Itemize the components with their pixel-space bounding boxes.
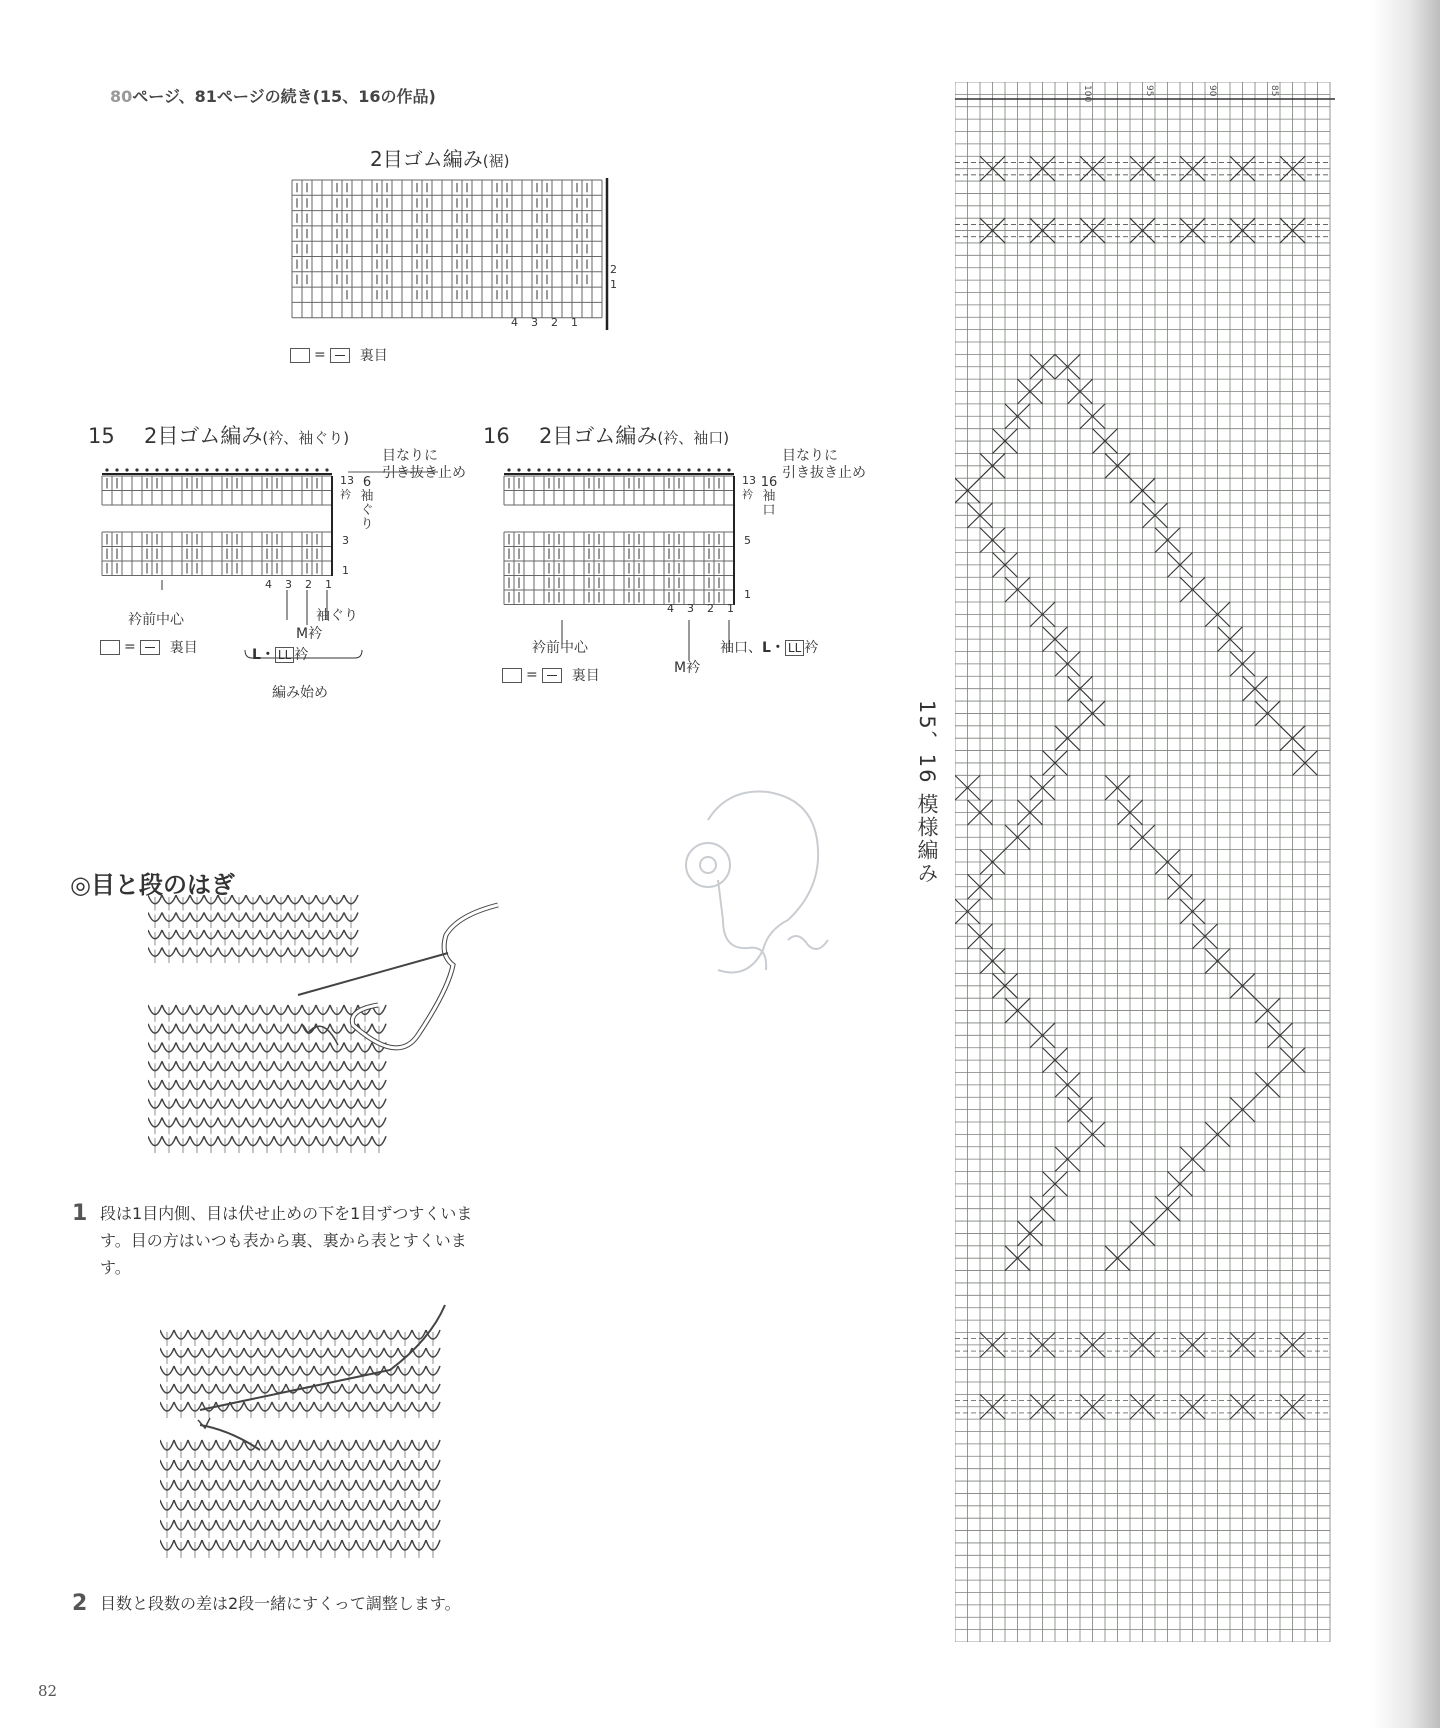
chart16-m-label: M衿 bbox=[674, 660, 701, 676]
svg-text:4: 4 bbox=[265, 578, 272, 591]
chart16-sode-label: 袖口、L・ LL 衿 bbox=[720, 640, 819, 656]
svg-text:13: 13 bbox=[742, 474, 756, 487]
main-col-label-4: 4 bbox=[511, 316, 518, 329]
step-1: 1 段は1目内側、目は伏せ止めの下を1目ずつすくいます。目の方はいつも表から裏、裏から表とすくいます。 bbox=[72, 1201, 473, 1277]
svg-text:13: 13 bbox=[340, 474, 354, 487]
pattern-col-85: 85 bbox=[1269, 85, 1279, 97]
svg-text:5: 5 bbox=[744, 534, 751, 547]
hagi-title: ◎目と段のはぎ bbox=[70, 871, 235, 899]
header-text: ページ、81ページの続き(15、16の作品) bbox=[132, 87, 436, 106]
chart16-side-label: 16 袖 口 bbox=[760, 475, 778, 518]
svg-text:衿: 衿 bbox=[340, 488, 351, 501]
chart15-side-label: 6 袖 ぐ り bbox=[360, 475, 374, 532]
main-col-label-2: 2 bbox=[551, 316, 558, 329]
svg-text:3: 3 bbox=[342, 534, 349, 547]
legend-blank-square bbox=[290, 348, 310, 363]
watermark-logo bbox=[668, 780, 838, 990]
chart15-note: 目なりに 引き抜き止め bbox=[382, 448, 466, 481]
chart16-arrows bbox=[502, 460, 802, 660]
svg-text:1: 1 bbox=[325, 578, 332, 591]
page-number: 82 bbox=[38, 1682, 58, 1700]
svg-text:3: 3 bbox=[285, 578, 292, 591]
main-row-label-2: 2 bbox=[610, 263, 617, 276]
svg-text:1: 1 bbox=[342, 564, 349, 577]
svg-text:2: 2 bbox=[707, 602, 714, 615]
main-row-label-1: 1 bbox=[610, 278, 617, 291]
header-page-ref: 80 bbox=[110, 87, 133, 106]
pattern-title: 15、16 模様編み bbox=[915, 700, 939, 886]
main-rib-title: 2目ゴム編み(裾) bbox=[370, 147, 510, 171]
pattern-col-100: 100 bbox=[1082, 85, 1092, 103]
chart15-legend: = 裏目 bbox=[100, 637, 198, 657]
hagi-illustration-2 bbox=[160, 1300, 460, 1570]
page-binding-shadow bbox=[1372, 0, 1440, 1728]
svg-text:衿: 衿 bbox=[742, 488, 753, 501]
chart15-m-label: M衿 bbox=[296, 626, 323, 642]
pattern-col-90: 90 bbox=[1207, 85, 1217, 97]
svg-text:1: 1 bbox=[744, 588, 751, 601]
pattern-chart bbox=[955, 82, 1335, 1642]
main-rib-chart bbox=[290, 178, 630, 334]
svg-text:1: 1 bbox=[727, 602, 734, 615]
chart15-arrows bbox=[100, 440, 470, 720]
chart15-title: 15 2目ゴム編み(衿、袖ぐり) bbox=[88, 424, 350, 448]
svg-text:4: 4 bbox=[667, 602, 674, 615]
svg-text:3: 3 bbox=[687, 602, 694, 615]
pattern-col-95: 95 bbox=[1144, 85, 1154, 97]
main-legend: = 裏目 bbox=[290, 345, 388, 365]
chart16-title: 16 2目ゴム編み(衿、袖口) bbox=[483, 424, 730, 448]
hagi-illustration-1 bbox=[148, 895, 518, 1165]
svg-text:2: 2 bbox=[305, 578, 312, 591]
chart16-note: 目なりに 引き抜き止め bbox=[782, 448, 866, 481]
step-2: 2 目数と段数の差は2段一緒にすくって調整します。 bbox=[72, 1591, 461, 1616]
chart16-center-label: 衿前中心 bbox=[532, 640, 588, 656]
chart15-l-label: L・ LL 衿 bbox=[252, 647, 309, 663]
chart16-legend: = 裏目 bbox=[502, 665, 600, 685]
main-col-label-3: 3 bbox=[531, 316, 538, 329]
main-rib-grid bbox=[292, 180, 602, 318]
legend-purl-square bbox=[330, 348, 350, 363]
main-col-label-1: 1 bbox=[571, 316, 578, 329]
chart15-sode-label: 袖ぐり bbox=[316, 608, 358, 624]
chart15-center-label: 衿前中心 bbox=[128, 612, 184, 628]
chart15-start-label: 編み始め bbox=[272, 685, 328, 701]
page-header bbox=[110, 84, 436, 107]
